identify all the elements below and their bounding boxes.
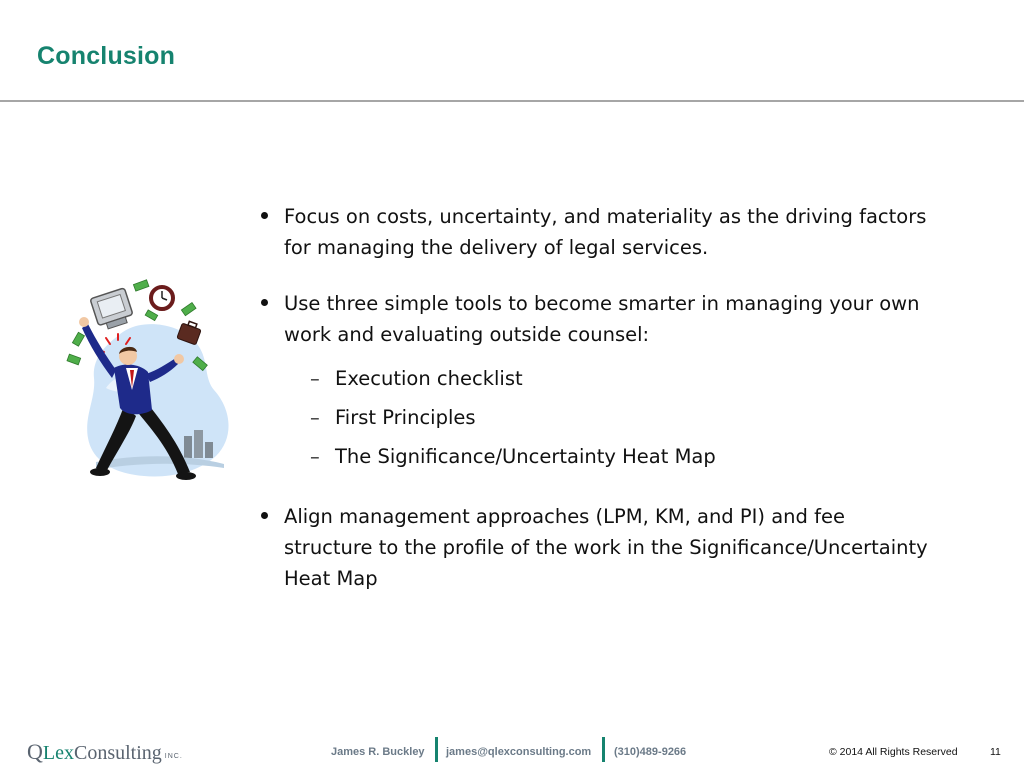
sub-bullet-list	[284, 359, 937, 476]
sub-bullet-item	[284, 359, 937, 398]
logo-lex: Lex	[42, 742, 74, 764]
footer-separator	[435, 737, 438, 762]
bullet-list	[257, 201, 937, 594]
company-logo	[27, 739, 183, 765]
logo-consulting: Consulting	[73, 742, 162, 764]
dash-icon: –	[310, 445, 320, 468]
logo-q: Q	[27, 739, 43, 764]
page-number: 11	[990, 746, 1001, 758]
sub-bullet-item	[284, 437, 937, 476]
logo-inc: INC.	[164, 753, 183, 760]
bullet-dot-icon	[257, 501, 271, 532]
footer-separator	[602, 737, 605, 762]
bullet-item	[257, 501, 937, 594]
contact-phone: (310)489-9266	[614, 746, 687, 758]
bullet-dot-icon	[257, 288, 271, 319]
slide-footer	[0, 730, 1024, 768]
title-divider	[0, 100, 1024, 102]
dash-icon: –	[310, 406, 320, 429]
bullet-text: Align management approaches (LPM, KM, and PI) and fee structure to the profile of the work in the Significance/Uncertainty Heat Map	[284, 505, 928, 590]
sub-bullet-text: Execution checklist	[335, 367, 523, 390]
bullet-text: Focus on costs, uncertainty, and materiality as the driving factors for managing the delivery of legal services.	[284, 205, 927, 259]
dash-icon: –	[310, 367, 320, 390]
copyright-text: © 2014 All Rights Reserved	[829, 746, 958, 758]
bullet-item	[257, 288, 937, 476]
sub-bullet-text: First Principles	[335, 406, 476, 429]
bullet-item	[257, 201, 937, 263]
sub-bullet-item	[284, 398, 937, 437]
bullet-text: Use three simple tools to become smarter in managing your own work and evaluating outside counsel:	[284, 292, 920, 346]
contact-email: james@qlexconsulting.com	[446, 746, 592, 758]
stressed-businessman-juggling-icon	[66, 278, 232, 490]
bullet-dot-icon	[257, 201, 271, 232]
slide-title: Conclusion	[37, 42, 176, 70]
sub-bullet-text: The Significance/Uncertainty Heat Map	[335, 445, 716, 468]
presenter-name: James R. Buckley	[331, 746, 425, 758]
